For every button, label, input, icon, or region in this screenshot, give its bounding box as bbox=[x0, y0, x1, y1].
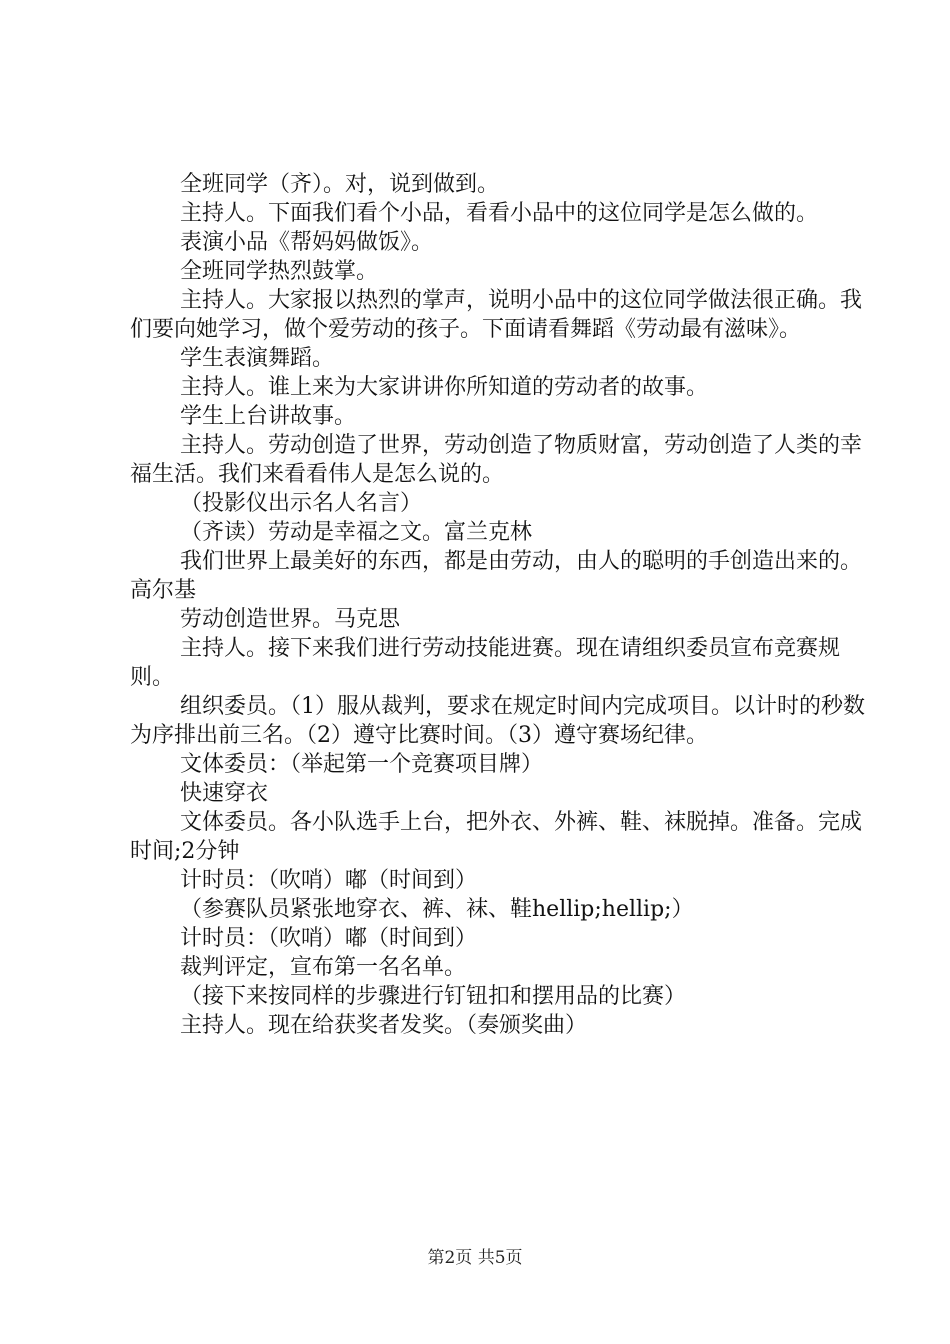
paragraph: （投影仪出示名人名言） bbox=[180, 491, 423, 516]
paragraph: 主持人。谁上来为大家讲讲你所知道的劳动者的故事。 bbox=[180, 375, 709, 400]
paragraph: 我们世界上最美好的东西，都是由劳动，由人的聪明的手创造出来的。高尔基 bbox=[130, 549, 863, 603]
document-body bbox=[130, 170, 870, 1040]
paragraph: （齐读）劳动是幸福之文。富兰克林 bbox=[180, 520, 533, 545]
page-number-footer: 第2页 共5页 bbox=[427, 1248, 523, 1268]
paragraph: 学生上台讲故事。 bbox=[180, 404, 357, 429]
paragraph: 劳动创造世界。马克思 bbox=[180, 607, 401, 632]
paragraph: 组织委员。（1）服从裁判，要求在规定时间内完成项目。以计时的秒数为序排出前三名。（2）遵守比赛时间。（3）遵守赛场纪律。 bbox=[130, 694, 865, 748]
paragraph: 裁判评定，宣布第一名名单。 bbox=[180, 955, 467, 980]
paragraph: 计时员：（吹哨）嘟（时间到） bbox=[180, 926, 478, 951]
paragraph: 主持人。劳动创造了世界，劳动创造了物质财富，劳动创造了人类的幸福生活。我们来看看伟人是怎么说的。 bbox=[130, 433, 863, 487]
paragraph: （接下来按同样的步骤进行钉钮扣和摆用品的比赛） bbox=[180, 984, 687, 1009]
paragraph: （参赛队员紧张地穿衣、裤、袜、鞋hellip;hellip;） bbox=[180, 897, 694, 922]
paragraph: 主持人。接下来我们进行劳动技能进赛。现在请组织委员宣布竞赛规则。 bbox=[130, 636, 841, 690]
paragraph: 文体委员。各小队选手上台，把外衣、外裤、鞋、袜脱掉。准备。完成时间;2分钟 bbox=[130, 810, 863, 864]
paragraph: 快速穿衣 bbox=[180, 781, 269, 806]
paragraph: 学生表演舞蹈。 bbox=[180, 346, 335, 371]
paragraph: 计时员：（吹哨）嘟（时间到） bbox=[180, 868, 478, 893]
paragraph: 表演小品《帮妈妈做饭》。 bbox=[180, 230, 434, 255]
paragraph: 全班同学（齐）。对，说到做到。 bbox=[180, 172, 500, 197]
paragraph: 主持人。大家报以热烈的掌声，说明小品中的这位同学做法很正确。我们要向她学习，做个爱劳动的孩子。下面请看舞蹈《劳动最有滋味》。 bbox=[130, 288, 863, 342]
paragraph: 主持人。下面我们看个小品，看看小品中的这位同学是怎么做的。 bbox=[180, 201, 819, 226]
paragraph: 主持人。现在给获奖者发奖。（奏颁奖曲） bbox=[180, 1013, 588, 1038]
paragraph: 文体委员：（举起第一个竞赛项目牌） bbox=[180, 752, 544, 777]
paragraph: 全班同学热烈鼓掌。 bbox=[180, 259, 379, 284]
